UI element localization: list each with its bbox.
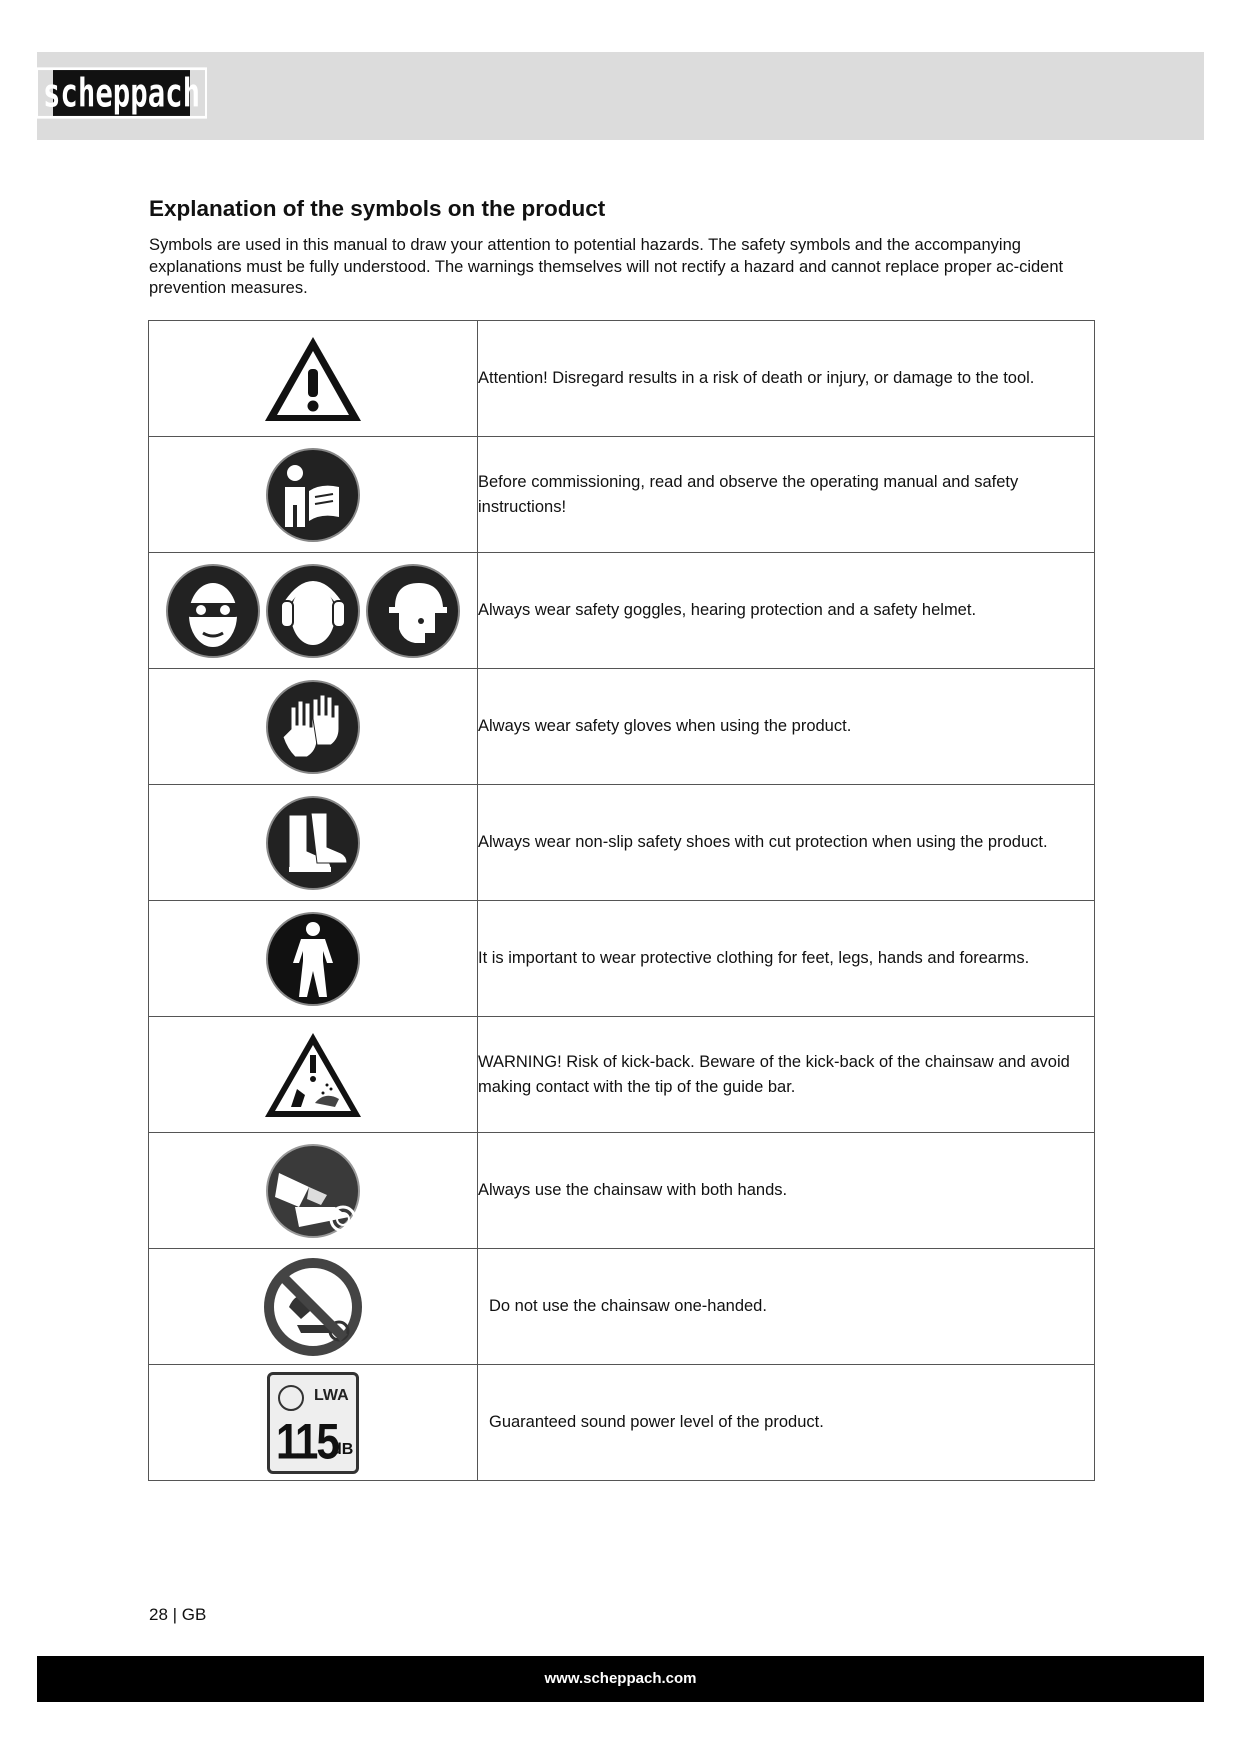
two-hands-icon [265,1143,361,1239]
table-row [149,1365,1095,1481]
symbol-description: It is important to wear protective clothing for feet, legs, hands and forearms. [478,901,1095,1017]
hearing-protection-icon [265,563,361,659]
table-row [149,553,1095,669]
safety-helmet-icon [365,563,461,659]
symbol-description: Always wear non-slip safety shoes with cut protection when using the product. [478,785,1095,901]
sound-power-icon [267,1372,359,1474]
sound-level-value: 115 [276,1412,338,1469]
table-row [149,1133,1095,1249]
protective-clothing-icon [265,911,361,1007]
symbol-description: Always use the chainsaw with both hands. [478,1133,1095,1249]
table-row [149,901,1095,1017]
footer-band [37,1656,1204,1702]
warning-triangle-icon [261,333,365,425]
icon-cell [149,785,478,901]
symbol-description: WARNING! Risk of kick-back. Beware of the kick-back of the chainsaw and avoid making contact with the tip of the guide bar. [478,1017,1095,1133]
scheppach-logo [42,68,201,118]
kickback-warning-icon [261,1029,365,1121]
icon-cell [149,669,478,785]
icon-cell [149,901,478,1017]
page-number: 28 | GB [149,1605,207,1624]
table-row [149,1249,1095,1365]
icon-cell [149,1133,478,1249]
table-row [149,1017,1095,1133]
icon-cell [149,553,478,669]
intro-paragraph: Symbols are used in this manual to draw your attention to potential hazards. The safety symbols and the accompanying explanations must be fully understood. The warnings themselves will not rectify a hazard and cannot replace proper ac-cident prevention measures. [149,236,1064,297]
header-band [37,52,1204,140]
icon-cell [149,1017,478,1133]
sound-level-unit: dB [332,1440,354,1458]
symbol-description: Always wear safety gloves when using the product. [478,669,1095,785]
logo-text: scheppach [36,67,207,118]
icon-cell [149,1249,478,1365]
gloves-icon [265,679,361,775]
symbol-description: Do not use the chainsaw one-handed. [478,1249,1095,1365]
icon-cell [149,321,478,437]
lwa-label: LWA [314,1386,349,1404]
safety-boots-icon [265,795,361,891]
table-row [149,785,1095,901]
symbols-table [148,320,1095,1481]
icon-cell [149,437,478,553]
symbol-description: Always wear safety goggles, hearing protection and a safety helmet. [478,553,1095,669]
read-manual-icon [265,447,361,543]
website-link[interactable]: www.scheppach.com [544,1670,697,1687]
symbol-description: Attention! Disregard results in a risk of death or injury, or damage to the tool. [478,321,1095,437]
safety-goggles-icon [165,563,261,659]
table-row [149,321,1095,437]
table-row [149,669,1095,785]
speaker-icon [278,1385,304,1411]
symbol-description: Before commissioning, read and observe the operating manual and safety instructions! [478,437,1095,553]
table-row [149,437,1095,553]
no-one-hand-icon [263,1257,363,1357]
icon-cell [149,1365,478,1481]
page-title: Explanation of the symbols on the product [149,196,606,221]
symbol-description: Guaranteed sound power level of the product. [478,1365,1095,1481]
